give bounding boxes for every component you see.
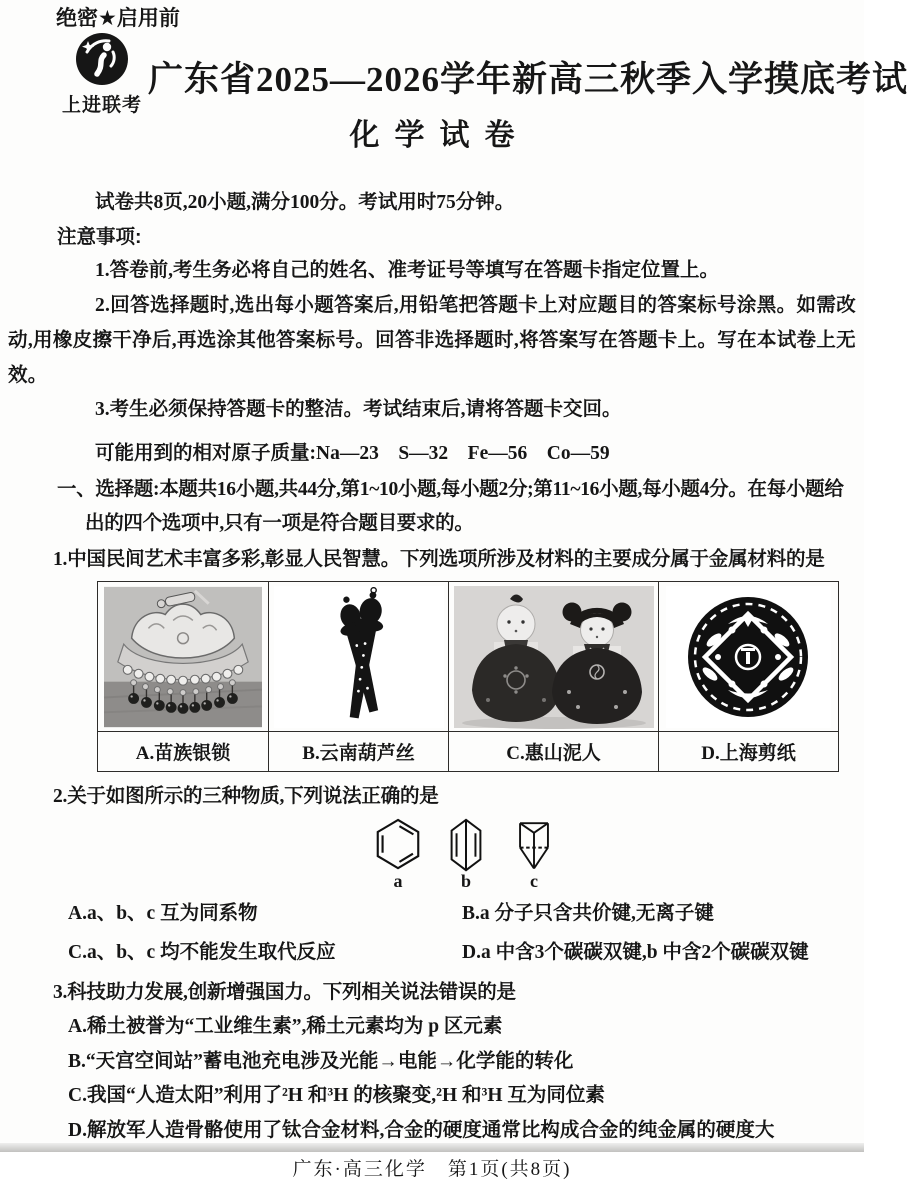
notice-title: 注意事项: — [57, 226, 142, 248]
option-b-label: B.云南葫芦丝 — [269, 732, 449, 772]
q3-option-d: D.解放军人造骨骼使用了钛合金材料,合金的硬度通常比构成合金的纯金属的硬度大 — [68, 1119, 775, 1141]
molecule-a-label: a — [393, 871, 403, 891]
spacer — [8, 427, 856, 437]
shanghai-papercut-image — [666, 586, 831, 728]
section-one-header: 一、选择题:本题共16小题,共44分,第1~10小题,每小题2分;第11~16小题,每小题4分。在每小题给出的四个选项中,只有一项是符合题目要求的。 — [57, 479, 844, 534]
q3-option-a: A.稀土被誉为“工业维生素”,稀土元素均为 p 区元素 — [68, 1016, 503, 1037]
question-3-options — [8, 1010, 856, 1148]
question-2-figure — [371, 818, 856, 890]
q2-option-a: A.a、b、c 互为同系物 — [68, 903, 258, 924]
paper-body — [8, 186, 856, 1181]
molecule-c — [507, 818, 561, 890]
miao-silver-lock-image — [104, 586, 262, 728]
molecule-c-label: c — [530, 871, 538, 891]
atomic-masses-line: 可能用到的相对原子质量:Na—23 S—32 Fe—56 Co—59 — [95, 443, 610, 464]
photo-frame — [269, 586, 448, 728]
question-2-stem: 2.关于如图所示的三种物质,下列说法正确的是 — [53, 786, 439, 807]
option-a-image-cell — [98, 582, 269, 732]
q2-option-b: B.a 分子只含共价键,无离子键 — [462, 903, 714, 924]
q3-option-b: B.“天宫空间站”蓄电池充电涉及光能→电能→化学能的转化 — [68, 1050, 574, 1072]
benzene-structure-icon — [374, 818, 422, 872]
option-c-label: C.惠山泥人 — [449, 732, 659, 772]
prismane-structure-icon — [512, 818, 556, 872]
question-3-stem: 3.科技助力发展,创新增强国力。下列相关说法错误的是 — [53, 982, 516, 1003]
notice-item-2: 2.回答选择题时,选出每小题答案后,用铅笔把答题卡上对应题目的答案标号涂黑。如需改动,用橡皮擦干净后,再选涂其他答案标号。回答非选择题时,将答案写在答题卡上。写在本试卷上无效。 — [8, 295, 856, 386]
dewar-benzene-structure-icon — [446, 818, 486, 872]
option-d-image-cell — [659, 582, 839, 732]
q2-option-c: C.a、b、c 均不能发生取代反应 — [68, 942, 336, 963]
photo-frame — [659, 586, 838, 728]
shangjin-logo-icon — [73, 30, 131, 88]
yunnan-hulusi-image — [274, 586, 444, 728]
option-b-image-cell — [269, 582, 449, 732]
photo-frame — [449, 586, 658, 728]
notice-item-3: 3.考生必须保持答题卡的整洁。考试结束后,请将答题卡交回。 — [95, 399, 622, 420]
notice-item-1: 1.答卷前,考生务必将自己的姓名、准考证号等填写在答题卡指定位置上。 — [95, 260, 720, 281]
question-2-options — [8, 894, 856, 972]
question-1-stem: 1.中国民间艺术丰富多彩,彰显人民智慧。下列选项所涉及材料的主要成分属于金属材料的是 — [53, 549, 825, 570]
molecule-b — [439, 818, 493, 890]
exam-info: 试卷共8页,20小题,满分100分。考试用时75分钟。 — [95, 192, 515, 213]
q2-option-d: D.a 中含3个碳碳双键,b 中含2个碳碳双键 — [462, 942, 809, 963]
huishan-clay-figurines-image — [454, 586, 654, 728]
photo-frame — [98, 586, 268, 728]
molecule-b-label: b — [460, 871, 471, 891]
table-row-images — [98, 582, 839, 732]
logo-text: 上进联考 — [61, 95, 142, 116]
exam-title: 广东省2025—2026学年新高三秋季入学摸底考试 — [148, 60, 908, 99]
publisher-logo — [60, 30, 144, 117]
option-d-label: D.上海剪纸 — [659, 732, 839, 772]
option-a-label: A.苗族银锁 — [98, 732, 269, 772]
molecule-a — [371, 818, 425, 890]
q3-option-c: C.我国“人造太阳”利用了²H 和³H 的核聚变,²H 和³H 互为同位素 — [68, 1085, 605, 1106]
scan-edge-artifact — [0, 1143, 864, 1152]
page-footer: 广东·高三化学 第1页(共8页) — [292, 1159, 572, 1180]
question-1-options-table — [97, 581, 839, 772]
table-row-labels — [98, 732, 839, 772]
option-c-image-cell — [449, 582, 659, 732]
paper-subtitle: 化学试卷 — [349, 119, 530, 152]
classification-banner: 绝密★启用前 — [56, 7, 180, 30]
